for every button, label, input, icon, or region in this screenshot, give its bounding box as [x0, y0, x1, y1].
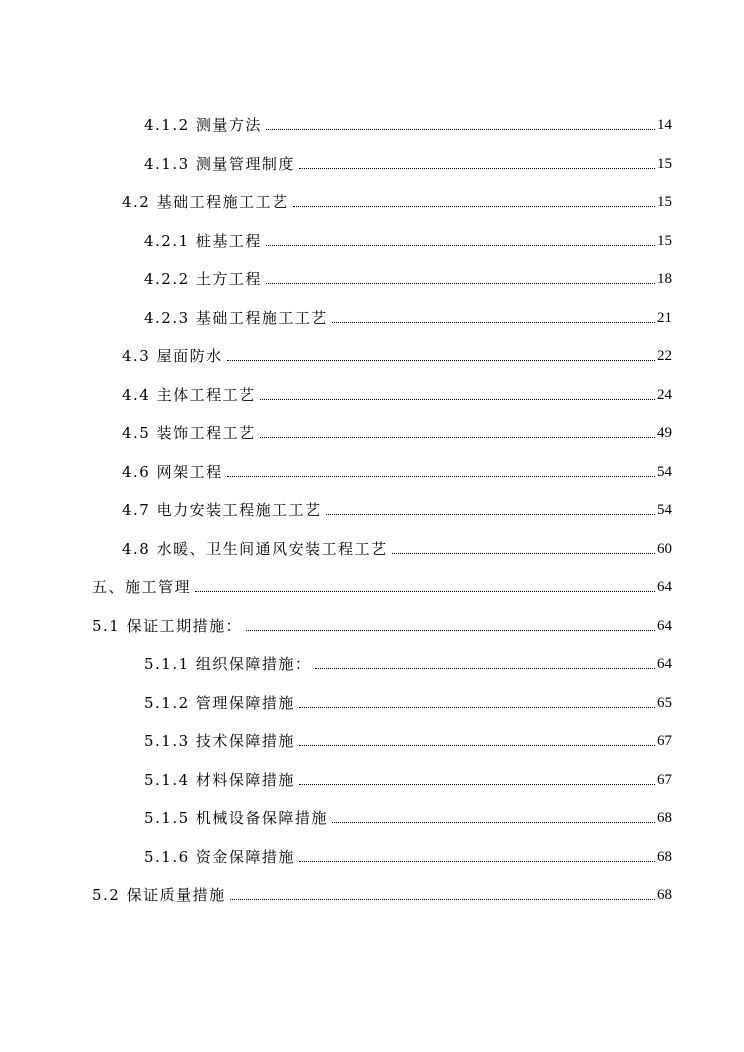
toc-dot-leader [392, 552, 655, 554]
toc-entry-page-number: 64 [657, 656, 672, 672]
toc-dot-leader [246, 629, 655, 631]
toc-entry-page-number: 18 [657, 271, 672, 287]
toc-entry[interactable] [144, 303, 672, 327]
toc-entry-label: 5.1.6 资金保障措施 [144, 847, 295, 866]
toc-entry[interactable] [144, 842, 672, 866]
toc-entry[interactable] [144, 264, 672, 288]
toc-entry-label: 5.2 保证质量措施 [92, 886, 226, 904]
toc-entry-page-number: 54 [657, 502, 672, 518]
toc-entry-label: 4.4 主体工程工艺 [122, 385, 256, 404]
toc-entry[interactable] [144, 649, 672, 673]
toc-dot-leader [260, 436, 655, 438]
toc-dot-leader [299, 167, 655, 169]
toc-dot-leader [332, 321, 655, 323]
toc-entry-page-number: 24 [657, 386, 672, 403]
toc-entry-label: 4.6 网架工程 [122, 462, 223, 481]
toc-dot-leader [230, 898, 655, 900]
toc-entry-label: 4.8 水暖、卫生间通风安装工程工艺 [122, 539, 388, 558]
toc-entry-page-number: 21 [657, 309, 672, 326]
toc-entry[interactable] [144, 149, 672, 173]
toc-entry[interactable] [122, 457, 672, 481]
toc-entry-label: 5.1.2 管理保障措施 [144, 693, 295, 712]
toc-dot-leader [260, 398, 655, 400]
toc-dot-leader [266, 244, 655, 246]
toc-entry[interactable] [144, 803, 672, 827]
toc-dot-leader [195, 590, 655, 592]
toc-entry-label: 4.2.3 基础工程施工工艺 [144, 308, 328, 327]
toc-entry-page-number: 15 [657, 155, 672, 172]
toc-dot-leader [299, 744, 655, 746]
toc-dot-leader [293, 205, 655, 207]
toc-entry-label: 4.1.2 测量方法 [144, 116, 262, 134]
toc-dot-leader [299, 860, 655, 862]
toc-entry-page-number: 67 [657, 771, 672, 788]
toc-entry-label: 4.5 装饰工程工艺 [122, 424, 256, 442]
toc-entry[interactable] [122, 187, 672, 211]
toc-dot-leader [227, 359, 655, 361]
toc-entry[interactable] [92, 611, 672, 635]
toc-entry[interactable] [122, 495, 672, 519]
toc-entry-label: 4.7 电力安装工程施工工艺 [122, 501, 322, 519]
toc-dot-leader [266, 282, 655, 284]
toc-entry-page-number: 64 [657, 579, 672, 595]
toc-entry-page-number: 65 [657, 694, 672, 711]
toc-dot-leader [227, 475, 655, 477]
toc-entry-label: 五、施工管理 [92, 578, 192, 596]
toc-entry[interactable] [144, 688, 672, 712]
toc-entry[interactable] [122, 418, 672, 442]
toc-entry-label: 5.1.3 技术保障措施 [144, 732, 295, 750]
toc-entry-page-number: 64 [657, 617, 672, 634]
toc-entry-page-number: 68 [657, 810, 672, 826]
toc-entry[interactable] [144, 110, 672, 134]
toc-entry[interactable] [144, 765, 672, 789]
toc-dot-leader [266, 128, 655, 130]
toc-entry[interactable] [122, 380, 672, 404]
toc-entry-page-number: 60 [657, 540, 672, 557]
toc-entry-label: 5.1 保证工期措施： [92, 616, 243, 635]
toc-entry-label: 5.1.1 组织保障措施： [144, 655, 312, 673]
toc-dot-leader [326, 513, 655, 515]
toc-dot-leader [332, 821, 655, 823]
toc-entry-page-number: 49 [657, 425, 672, 441]
toc-entry-label: 4.3 屋面防水 [122, 347, 223, 365]
toc-entry[interactable] [144, 226, 672, 250]
toc-entry-label: 4.2.2 土方工程 [144, 270, 262, 288]
toc-dot-leader [299, 706, 655, 708]
toc-entry-label: 5.1.4 材料保障措施 [144, 770, 295, 789]
toc-entry-page-number: 67 [657, 733, 672, 749]
toc-entry-page-number: 68 [657, 848, 672, 865]
toc-entry-label: 4.1.3 测量管理制度 [144, 154, 295, 173]
toc-entry-page-number: 22 [657, 348, 672, 364]
toc-entry[interactable] [144, 726, 672, 750]
toc-dot-leader [299, 783, 655, 785]
toc-dot-leader [315, 667, 655, 669]
toc-entry-label: 5.1.5 机械设备保障措施 [144, 809, 328, 827]
toc-entry[interactable] [122, 534, 672, 558]
toc-entry-page-number: 54 [657, 463, 672, 480]
toc-entry-label: 4.2 基础工程施工工艺 [122, 193, 289, 211]
toc-entry-page-number: 15 [657, 194, 672, 210]
toc-entry[interactable] [92, 572, 672, 596]
toc-entry-page-number: 68 [657, 887, 672, 903]
toc-entry-page-number: 15 [657, 232, 672, 249]
toc-entry[interactable] [122, 341, 672, 365]
toc-entry[interactable] [92, 880, 672, 904]
toc-entry-label: 4.2.1 桩基工程 [144, 231, 262, 250]
toc-entry-page-number: 14 [657, 117, 672, 133]
